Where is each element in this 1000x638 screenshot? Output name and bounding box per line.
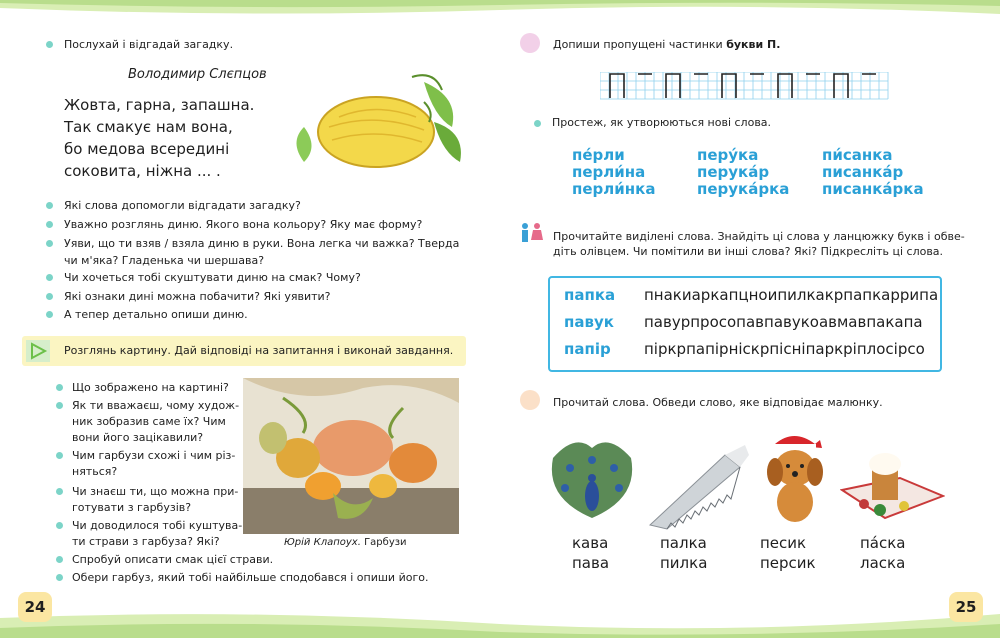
- picture-question-cont: готувати з гарбузів?: [72, 501, 192, 514]
- word-column-1: пе́рли перли́на перли́нка: [572, 146, 656, 198]
- puppy-image: [760, 432, 828, 524]
- page-number-left: 24: [18, 592, 52, 622]
- saw-image: [645, 445, 750, 530]
- question-item-continuation: чи м'яка? Гладенька чи шершава?: [64, 254, 265, 267]
- banner-text: Розглянь картину. Дай відповіді на запитання і виконай завдання.: [64, 344, 454, 357]
- melon-illustration: [284, 72, 468, 192]
- question-item: Уважно розглянь диню. Якого вона кольору? Яку має форму?: [46, 217, 422, 232]
- picture-question: Що зображено на картині?: [56, 380, 229, 395]
- word-pair-3: песик персик: [760, 534, 816, 572]
- picture-question: Чим гарбузи схожі і чим різ-: [56, 448, 235, 463]
- easter-cake-image: [840, 438, 945, 526]
- picture-question: Чи знаєш ти, що можна при-: [56, 484, 238, 499]
- chain-row: папір піркрпапірніскрпісніпаркріплосірсо: [564, 340, 925, 358]
- picture-question-cont: ти страви з гарбуза? Які?: [72, 535, 220, 548]
- chain-row: павук павурпросопавпавукоавмавпакапа: [564, 313, 923, 331]
- riddle-author: Володимир Слєпцов: [128, 67, 267, 82]
- letter-chain-box: [548, 276, 942, 372]
- bottom-wave-decoration: [0, 588, 1000, 638]
- picture-question-cont: вони його зацікавили?: [72, 431, 204, 444]
- top-wave-decoration: [0, 0, 1000, 30]
- word-pair-2: палка пилка: [660, 534, 708, 572]
- question-item: Чи хочеться тобі скуштувати диню на смак? Чому?: [46, 270, 361, 285]
- peacock-image: [545, 438, 640, 523]
- pencil-task-icon: [520, 33, 540, 53]
- picture-question: Спробуй описати смак цієї страви.: [56, 552, 273, 567]
- word-column-2: перу́ка перука́р перука́рка: [697, 146, 790, 198]
- question-item: А тепер детально опиши диню.: [46, 307, 248, 322]
- task1-instruction: Допиши пропущені частинки букви П.: [553, 38, 781, 51]
- brush-task-icon: [520, 390, 540, 410]
- intro-instruction: Послухай і відгадай загадку.: [46, 37, 233, 52]
- word-pair-1: кава пава: [572, 534, 610, 572]
- pumpkins-painting: [243, 378, 459, 534]
- picture-question-cont: няться?: [72, 465, 118, 478]
- children-pair-icon: [518, 222, 544, 244]
- riddle-text: Жовта, гарна, запашна. Так смакує нам вона, бо медова всередині соковита, ніжна ... .: [64, 96, 255, 180]
- play-arrow-icon: [26, 340, 50, 362]
- picture-question: Як ти вважаєш, чому худож-: [56, 398, 239, 413]
- writing-grid: [600, 72, 890, 100]
- task3-instruction: Прочитайте виділені слова. Знайдіть ці слова у ланцюжку букв і обве- діть олівцем. Чи помітили ви інші слова? Які? Підкресліть ці слова.: [553, 230, 965, 258]
- word-column-3: пи́санка писанка́р писанка́рка: [822, 146, 924, 198]
- task4-instruction: Прочитай слова. Обведи слово, яке відповідає малюнку.: [553, 396, 883, 409]
- picture-question-cont: ник зобразив саме їх? Чим: [72, 415, 226, 428]
- word-pair-4: па́ска ласка: [860, 534, 906, 572]
- picture-question: Обери гарбуз, який тобі найбільше сподобався і опиши його.: [56, 570, 428, 585]
- question-item: Які ознаки дині можна побачити? Які уявити?: [46, 289, 331, 304]
- question-item: Уяви, що ти взяв / взяла диню в руки. Вона легка чи важка? Тверда: [46, 236, 459, 251]
- question-item: Які слова допомогли відгадати загадку?: [46, 198, 301, 213]
- task2-instruction: Простеж, як утворюються нові слова.: [534, 116, 771, 129]
- page-number-right: 25: [949, 592, 983, 622]
- picture-question: Чи доводилося тобі куштува-: [56, 518, 242, 533]
- painting-caption: Юрій Клапоух. Гарбузи: [284, 537, 407, 548]
- chain-row: папка пнакиаркапцноипилкакрпапкаррипа: [564, 286, 939, 304]
- task-banner: [22, 336, 466, 366]
